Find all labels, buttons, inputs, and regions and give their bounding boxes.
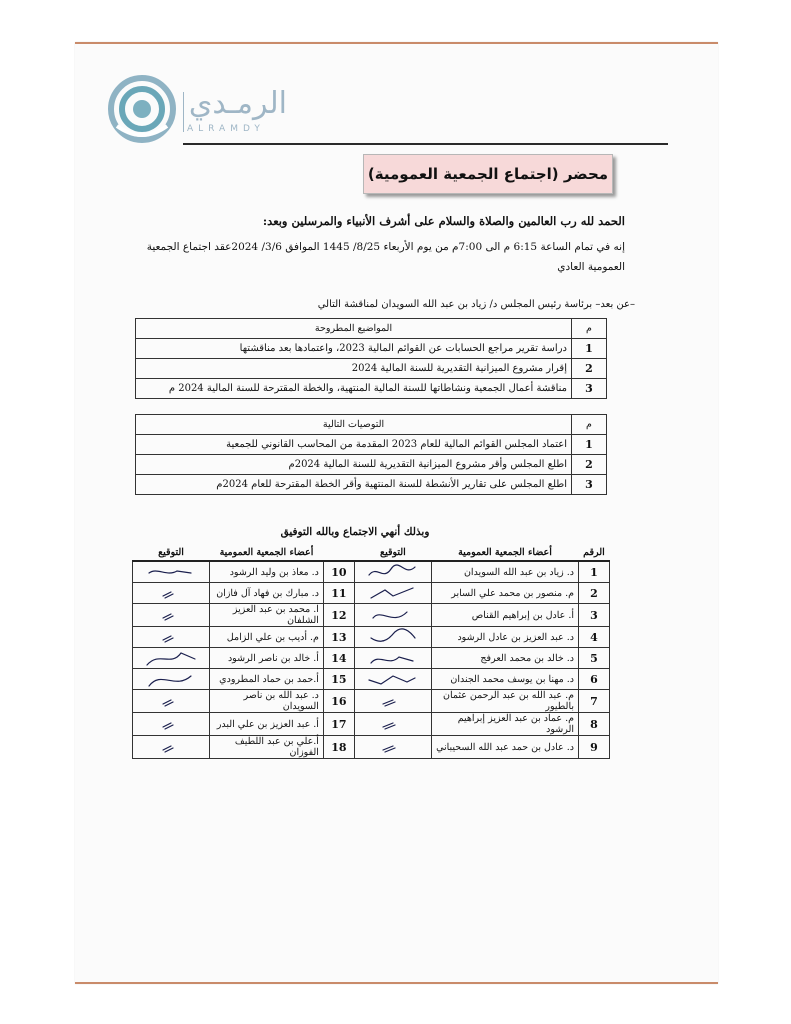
closing-text: وبذلك أنهي الاجتماع وبالله التوفيق: [280, 526, 430, 538]
table-row: [136, 379, 607, 399]
intro-greeting: الحمد لله رب العالمين والصلاة والسلام على أشرف الأنبياء والمرسلين وبعد:: [262, 214, 625, 228]
intro-meeting-time: إنه في تمام الساعة 6:15 م الى 7:00م من يوم الأربعاء 8/25/ 1445 الموافق 3/6/ 2024عقد اجتماع الجمعية العمومية العادي: [146, 241, 625, 273]
row-num: 3: [572, 379, 607, 399]
row-text: مناقشة أعمال الجمعية ونشاطاتها للسنة المالية المنتهية، والخطة المقترحة للسنة المالية 2024 م: [136, 379, 572, 399]
row-text: إقرار مشروع الميزانية التقديرية للسنة المالية 2024: [136, 359, 572, 379]
topics-table: [135, 318, 607, 399]
alramdy-logo-icon: [107, 74, 177, 144]
table-row: [133, 690, 610, 713]
signature: [354, 627, 431, 648]
signature: [133, 583, 210, 604]
member-number: 17: [323, 713, 354, 736]
col-num-header: م: [572, 319, 607, 339]
member-number: 3: [579, 604, 610, 627]
member-name: أ. عادل بن إبراهيم القناص: [431, 604, 578, 627]
recommendations-table: [135, 414, 607, 495]
member-number: 6: [579, 669, 610, 690]
table-row: [136, 435, 607, 455]
intro-chair: –عن بعد– برئاسة رئيس المجلس د/ زياد بن عبد الله السويدان لمناقشة التالي: [317, 299, 635, 310]
table-row: [136, 475, 607, 495]
table-row: [133, 713, 610, 736]
document-title-box: [363, 154, 613, 194]
signature: [133, 713, 210, 736]
logo-arabic-text: الرمـدي: [188, 86, 287, 121]
signature: [354, 713, 431, 736]
member-number: 13: [323, 627, 354, 648]
member-name: أ.حمد بن حماد المطرودي: [210, 669, 324, 690]
table-row: [133, 604, 610, 627]
table-row: [133, 627, 610, 648]
member-number: 8: [579, 713, 610, 736]
member-name: أ.علي بن عبد اللطيف الفوزان: [210, 736, 324, 759]
table-header-row: [136, 319, 607, 339]
member-name: د. مبارك بن فهاد آل فازان: [210, 583, 324, 604]
table-row: [133, 736, 610, 759]
signature: [354, 648, 431, 669]
signature: [133, 561, 210, 583]
row-num: 1: [572, 435, 607, 455]
col-recommendation-header: التوصيات التالية: [136, 415, 572, 435]
members-table: [132, 544, 610, 759]
member-name: د. خالد بن محمد العرفج: [431, 648, 578, 669]
member-number: 7: [579, 690, 610, 713]
table-row: [133, 669, 610, 690]
row-num: 3: [572, 475, 607, 495]
col-member2-header: أعضاء الجمعية العمومية: [210, 544, 324, 561]
member-name: د. عادل بن حمد عبد الله السحيباني: [431, 736, 578, 759]
member-number: 18: [323, 736, 354, 759]
row-text: اعتماد المجلس القوائم المالية للعام 2023 المقدمة من المحاسب القانوني للجمعية: [136, 435, 572, 455]
member-name: د. عبد الله بن ناصر السويدان: [210, 690, 324, 713]
signature: [354, 736, 431, 759]
document-page: [75, 42, 718, 984]
member-name: م. منصور بن محمد علي السابر: [431, 583, 578, 604]
member-name: د. معاذ بن وليد الرشود: [210, 561, 324, 583]
signature: [133, 627, 210, 648]
member-number: 4: [579, 627, 610, 648]
row-num: 2: [572, 455, 607, 475]
row-num: 1: [572, 339, 607, 359]
member-name: أ. عبد العزيز بن علي البدر: [210, 713, 324, 736]
member-number: 12: [323, 604, 354, 627]
signature: [133, 736, 210, 759]
table-row: [133, 583, 610, 604]
document-title: محضر (اجتماع الجمعية العمومية): [367, 165, 609, 183]
col-sign2-header: التوقيع: [133, 544, 210, 561]
col-sign-header: التوقيع: [354, 544, 431, 561]
member-number: 10: [323, 561, 354, 583]
header-rule: [183, 143, 668, 145]
table-row: [136, 359, 607, 379]
member-number: 1: [579, 561, 610, 583]
member-number: 16: [323, 690, 354, 713]
signature: [133, 648, 210, 669]
logo-divider: [183, 92, 184, 132]
row-text: اطلع المجلس وأقر مشروع الميزانية التقديرية للسنة المالية 2024م: [136, 455, 572, 475]
member-name: م. عماد بن عبد العزيز إبراهيم الرشود: [431, 713, 578, 736]
signature: [354, 561, 431, 583]
member-name: د. عبد العزيز بن عادل الرشود: [431, 627, 578, 648]
table-row: [136, 455, 607, 475]
signature: [133, 669, 210, 690]
table-row: [133, 648, 610, 669]
col-member-header: أعضاء الجمعية العمومية: [431, 544, 578, 561]
row-num: 2: [572, 359, 607, 379]
logo-latin-text: ALRAMDY: [187, 124, 265, 134]
table-header-row: [136, 415, 607, 435]
member-number: 11: [323, 583, 354, 604]
member-name: م. أديب بن علي الزامل: [210, 627, 324, 648]
member-name: د. مهنا بن يوسف محمد الجندان: [431, 669, 578, 690]
col-num-header: م: [572, 415, 607, 435]
signature: [133, 690, 210, 713]
member-number: 14: [323, 648, 354, 669]
signature: [133, 604, 210, 627]
table-row: [136, 339, 607, 359]
member-name: د. زياد بن عبد الله السويدان: [431, 561, 578, 583]
member-name: أ. خالد بن ناصر الرشود: [210, 648, 324, 669]
member-name: م. عبد الله بن عبد الرحمن عثمان بالطيور: [431, 690, 578, 713]
col-num-header: الرقم: [579, 544, 610, 561]
table-row: [133, 561, 610, 583]
signature: [354, 604, 431, 627]
member-name: ا. محمد بن عبد العزيز الشلفان: [210, 604, 324, 627]
signature: [354, 669, 431, 690]
row-text: اطلع المجلس على تقارير الأنشطة للسنة المنتهية وأقر الخطة المقترحة للعام 2024م: [136, 475, 572, 495]
col-topic-header: المواضيع المطروحة: [136, 319, 572, 339]
member-number: 9: [579, 736, 610, 759]
member-number: 5: [579, 648, 610, 669]
members-header-row: [133, 544, 610, 561]
member-number: 15: [323, 669, 354, 690]
signature: [354, 690, 431, 713]
row-text: دراسة تقرير مراجع الحسابات عن القوائم المالية 2023، واعتمادها بعد مناقشتها: [136, 339, 572, 359]
member-number: 2: [579, 583, 610, 604]
signature: [354, 583, 431, 604]
